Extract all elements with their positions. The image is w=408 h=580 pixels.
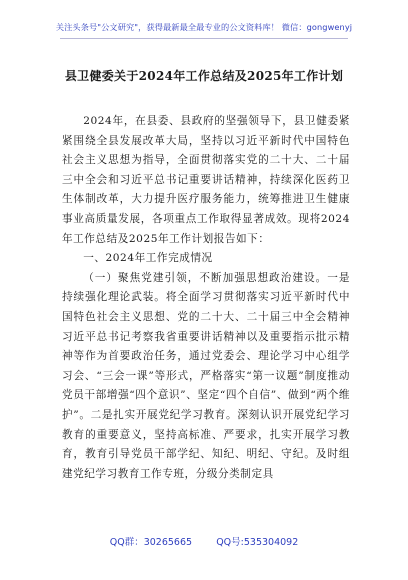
body-paragraph: （一）聚焦党建引领，不断加强思想政治建设。一是持续强化理论武装。将全面学习贯彻落实习近平新时代中国特色社会主义思想、党的二十大、二十届三中全会精神习近平总书记考察我省重要讲话精神以及重要指示批示精神等作为首要政治任务，通过党委会、理论学习中心组学习会、“三会一课”等形式，严格落实“第一议题”制度推动党员干部增强“四个意识”、坚定“四个自信”、做到“两个维护”。二是扎实开展党纪学习教育。深刻认识开展党纪学习教育的重要意义，坚持高标准、严要求，扎实开展学习教育，教育引导党员干部学纪、知纪、明纪、守纪。及时组建党纪学习教育工作专班，分级分类制定具: [62, 271, 350, 480]
header-banner: 关注头条号"公文研究"，获得最新最全最专业的公文资料库！ 微信：gongwenyj: [55, 22, 353, 32]
section-heading: 一、2024年工作完成情况: [83, 252, 213, 265]
footer-contact: QQ群：30265665 QQ号:535304092: [109, 537, 299, 548]
document-title: 县卫健委关于2024年工作总结及2025年工作计划: [64, 69, 344, 83]
header-divider: [60, 38, 348, 39]
intro-paragraph: 2024年，在县委、县政府的坚强领导下，县卫健委紧紧围绕全县发展改革大局，坚持以习近平新时代中国特色社会主义思想为指导，全面贯彻落实党的二十大、二十届三中全会和习近平总书记重要讲话精神，持续深化医药卫生体制改革，大力提升医疗服务能力，统筹推进卫生健康事业高质量发展，各项重点工作取得显著成效。现将2024年工作总结及2025年工作计划报告如下：: [62, 115, 350, 245]
document-body: [62, 112, 350, 484]
